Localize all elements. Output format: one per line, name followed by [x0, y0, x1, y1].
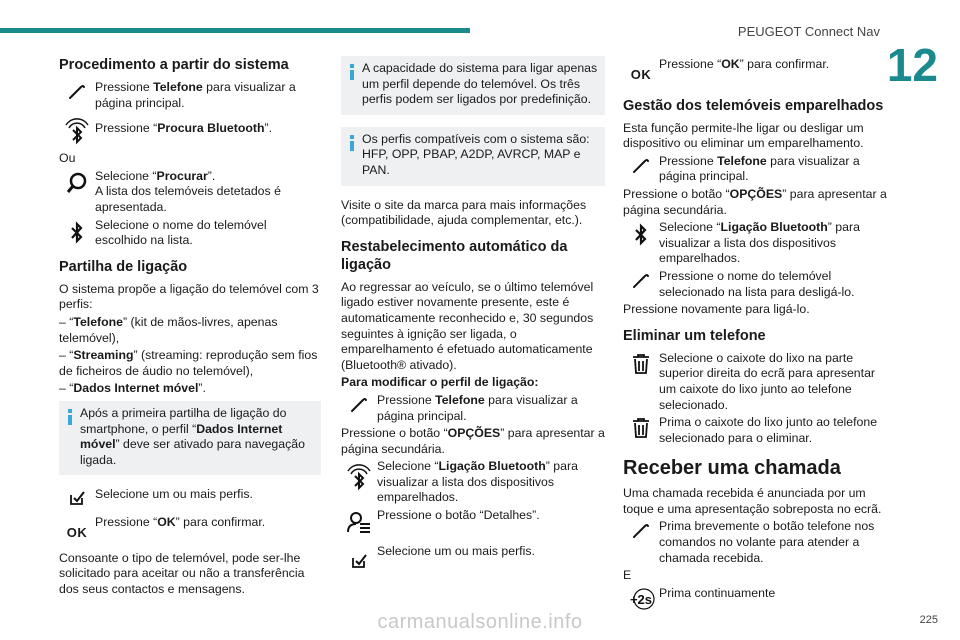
step-answer: Prima brevemente o botão telefone nos comandos no volante para atender a chamada recebida. — [623, 519, 888, 566]
step-select-profiles: Selecione um ou mais perfis. — [59, 487, 321, 507]
step-phone: Pressione Telefone para visualizar a página principal. — [341, 393, 605, 424]
details-list-icon — [345, 510, 373, 538]
step-bt-search: Pressione “Procura Bluetooth”. — [59, 113, 321, 145]
hold-2s-icon — [625, 588, 657, 610]
trash-icon — [631, 417, 651, 439]
heading-delete-phone: Eliminar um telefone — [623, 327, 766, 344]
bluetooth-search-icon — [344, 461, 374, 491]
step-trash-confirm: Prima o caixote do lixo junto ao telefone selecionado para o eliminar. — [623, 415, 888, 446]
step-phone: Pressione Telefone para visualizar a página principal. — [59, 80, 321, 111]
tap-icon — [631, 271, 651, 291]
column-3: OK Pressione “OK” para confirmar. Gestão dos telemóveis emparelhados Esta função permite-lhe ligar ou desligar um dispositivo ou eliminar um emparelhamento. Pressione Telefone para visualizar a página principal. Pressione o botão “OPÇÕES” para apresentar a página secundária. Selecione “Ligação Bluetooth” para visualizar a lista dos dispositivos emparelhados. Pressione o nome do telemóvel selecionado na lista para desligá-lo. Pressione novamente para ligá-lo. Eliminar um telefone Selecione o caixote do lixo na parte superior direita do ecrã para apresentar um caixote do lixo junto ao telefone selecionado. Prima o caixote do lixo junto ao telefone selecionado para o eliminar. Receber uma chamada Uma chamada recebida é anunciada por um toque e uma apresentação sobreposta no ecrã. Prima brevemente o botão telefone nos comandos no volante para atender a chamada recebida. E +2s Prima continuamente — [623, 56, 888, 612]
step-ok: OK Pressione “OK” para confirmar. — [59, 515, 321, 541]
bluetooth-icon — [69, 220, 85, 246]
profile-list-item: – “Streaming” (streaming: reprodução sem fios de ficheiros de áudio no telemóvel), — [59, 348, 318, 378]
step-bt-connection: Selecione “Ligação Bluetooth” para visualizar a lista dos dispositivos emparelhados. — [623, 220, 888, 267]
heading-receive-call: Receber uma chamada — [623, 457, 841, 480]
checkbox-icon — [350, 552, 368, 570]
ok-icon: OK — [66, 525, 88, 541]
info-icon — [350, 135, 354, 151]
phone-icon — [631, 156, 651, 176]
step-select-phone: Pressione o nome do telemóvel selecionado na lista para desligá-lo. — [623, 269, 888, 300]
svg-text:+2s: +2s — [629, 591, 653, 607]
ok-icon: OK — [630, 67, 652, 82]
info-box: A capacidade do sistema para ligar apenas um perfil depende do telemóvel. Os três perfis podem ser ligados por predefinição. — [341, 56, 605, 115]
heading-connection-sharing: Partilha de ligação — [59, 258, 188, 275]
magnifier-icon — [65, 171, 89, 195]
phone-icon — [67, 82, 87, 102]
step-details: Pressione o botão “Detalhes”. — [341, 508, 605, 538]
header-accent-bar — [0, 28, 470, 33]
trash-icon — [631, 353, 651, 375]
heading-paired-phones: Gestão dos telemóveis emparelhados — [623, 97, 884, 114]
step-trash: Selecione o caixote do lixo na parte superior direita do ecrã para apresentar um caixote do lixo junto ao telefone selecionado. — [623, 351, 888, 413]
heading-procedure: Procedimento a partir do sistema — [59, 57, 289, 73]
info-icon — [68, 409, 72, 425]
step-phone: Pressione Telefone para visualizar a página principal. — [623, 154, 888, 185]
bluetooth-icon — [633, 222, 649, 248]
info-box: Após a primeira partilha de ligação do smartphone, o perfil “Dados Internet móvel” deve ser ativado para navegação ligada. — [59, 401, 321, 475]
chapter-number: 12 — [886, 39, 938, 91]
step-select-name: Selecione o nome do telemóvel escolhido na lista. — [59, 218, 321, 249]
column-1: Procedimento a partir do sistema Pressione Telefone para visualizar a página principal. Pressione “Procura Bluetooth”. Ou Selecione “Procurar”. A lista dos telemóveis detetados é apresentada. Selecione o nome do telemóvel escolhido na lista. Partilha de ligação O sistema propõe a ligação do telemóvel com 3 perfis: – “Telefone” (kit de mãos-livres, apenas telemóvel), – “Streaming” (streaming: reprodução sem fios de ficheiros de áudio no telemóvel), – “Dados Internet móvel”. Após a primeira partilha de ligação do smartphone, o perfil “Dados Internet móvel” deve ser ativado para navegação ligada. Selecione um ou mais perfis. OK Pressione “OK” para confirmar. Consoante o tipo de telemóvel, pode ser-lhe solicitado para aceitar ou não a transferência dos seus contactos e mensagens. — [59, 56, 321, 600]
profile-list-item: – “Dados Internet móvel”. — [59, 381, 206, 396]
step-search: Selecione “Procurar”. A lista dos telemóveis detetados é apresentada. — [59, 169, 321, 216]
text-or: Ou — [59, 151, 76, 166]
step-select-profiles: Selecione um ou mais perfis. — [341, 544, 605, 570]
page-number: 225 — [919, 614, 938, 626]
running-header: PEUGEOT Connect Nav — [737, 24, 880, 39]
checkbox-icon — [68, 489, 86, 507]
phone-icon — [631, 521, 651, 541]
step-bt-connection: Selecione “Ligação Bluetooth” para visualizar a lista dos dispositivos emparelhados. — [341, 459, 605, 506]
step-ok: OK Pressione “OK” para confirmar. — [623, 57, 888, 83]
info-box: Os perfis compatíveis com o sistema são: HFP, OPP, PBAP, A2DP, AVRCP, MAP e PAN. — [341, 127, 605, 186]
step-hold: +2s Prima continuamente — [623, 586, 888, 610]
profile-list-item: – “Telefone” (kit de mãos-livres, apenas telemóvel), — [59, 314, 278, 345]
bluetooth-search-icon — [62, 115, 92, 145]
phone-icon — [349, 395, 369, 415]
heading-auto-reconnect: Restabelecimento automático da ligação — [341, 238, 568, 273]
info-icon — [350, 64, 354, 80]
watermark: carmanualsonline.info — [377, 611, 583, 633]
column-2: A capacidade do sistema para ligar apenas um perfil depende do telemóvel. Os três perfis podem ser ligados por predefinição. Os perfis compatíveis com o sistema são: HFP, OPP, PBAP, A2DP, AVRCP, MAP e PAN. Visite o site da marca para mais informações (compatibilidade, ajuda complementar, etc.). Restabelecimento automático da ligação Ao regressar ao veículo, se o último telemóvel ligado estiver novamente presente, este é automaticamente reconhecido e, 30 segundos seguintes à ignição ser ligada, o emparelhamento é efetuado automaticamente (Bluetooth® ativado). Para modificar o perfil de ligação: Pressione Telefone para visualizar a página principal. Pressione o botão “OPÇÕES” para apresentar a página secundária. Selecione “Ligação Bluetooth” para visualizar a lista dos dispositivos emparelhados. Pressione o botão “Detalhes”. Selecione um ou mais perfis. — [341, 56, 605, 572]
